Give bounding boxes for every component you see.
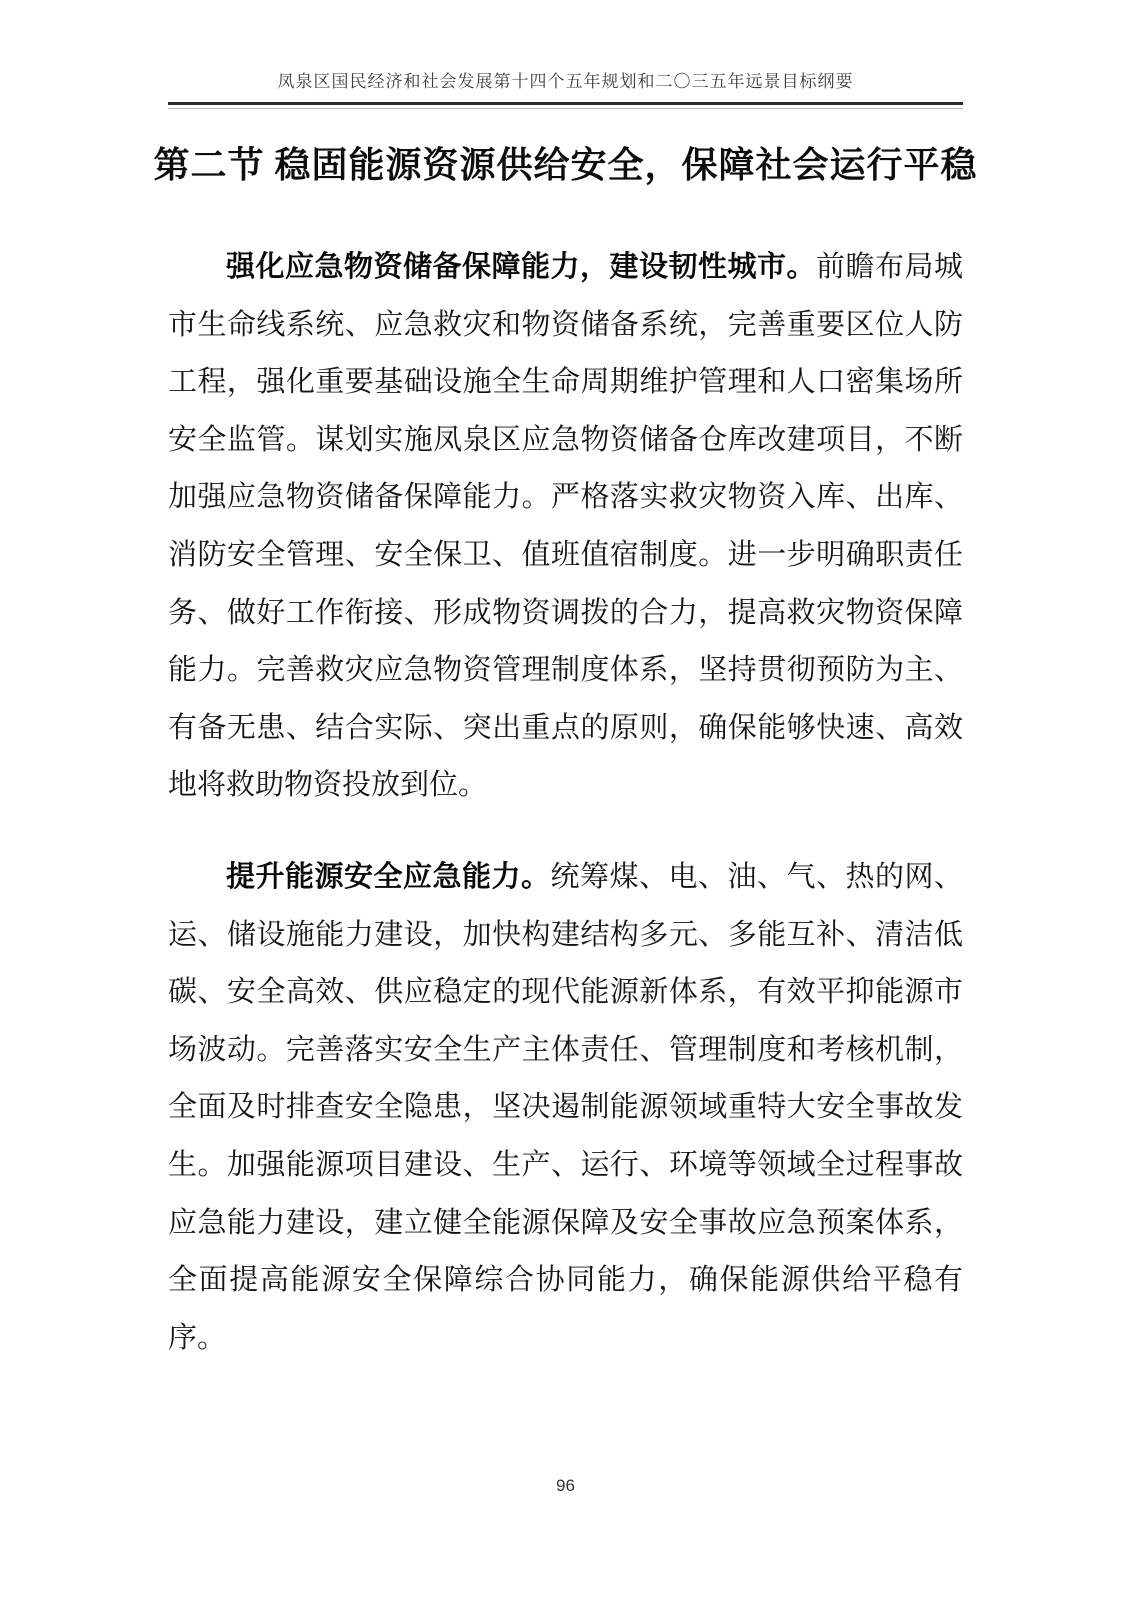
paragraph-text-energy-security: 统筹煤、电、油、气、热的网、运、储设施能力建设，加快构建结构多元、多能互补、清洁低碳、安全高效、供应稳定的现代能源新体系，有效平抑能源市场波动。完善落实安全生产主体责任、管理制度和考核机制，全面及时排查安全隐患，坚决遏制能源领域重特大安全事故发生。加强能源项目建设、生产、运行、环境等领域全过程事故应急能力建设，建立健全能源保障及安全事故应急预案体系，全面提高能源安全保障综合协同能力，确保能源供给平稳有序。 xyxy=(168,860,963,1354)
paragraph-energy-security xyxy=(168,849,963,1367)
paragraph-text-emergency-reserves: 前瞻布局城市生命线系统、应急救灾和物资储备系统，完善重要区位人防工程，强化重要基础设施全生命周期维护管理和人口密集场所安全监管。谋划实施凤泉区应急物资储备仓库改建项目，不断加强应急物资储备保障能力。严格落实救灾物资入库、出库、消防安全管理、安全保卫、值班值宿制度。进一步明确职责任务、做好工作衔接、形成物资调拨的合力，提高救灾物资保障能力。完善救灾应急物资管理制度体系，坚持贯彻预防为主、有备无患、结合实际、突出重点的原则，确保能够快速、高效地将救助物资投放到位。 xyxy=(168,251,963,802)
page-number: 96 xyxy=(556,1476,575,1495)
header-rule-thin xyxy=(168,108,963,109)
running-header-title: 凤泉区国民经济和社会发展第十四个五年规划和二〇三五年远景目标纲要 xyxy=(277,72,854,91)
paragraph-lead-emergency-reserves: 强化应急物资储备保障能力，建设韧性城市。 xyxy=(226,251,816,283)
document-body xyxy=(168,239,963,1367)
page-header xyxy=(0,0,1131,109)
section-title: 第二节 稳固能源资源供给安全，保障社会运行平稳 xyxy=(153,145,978,185)
header-rule-thick xyxy=(168,102,963,105)
paragraph-emergency-reserves xyxy=(168,239,963,815)
paragraph-lead-energy-security: 提升能源安全应急能力。 xyxy=(226,860,551,893)
